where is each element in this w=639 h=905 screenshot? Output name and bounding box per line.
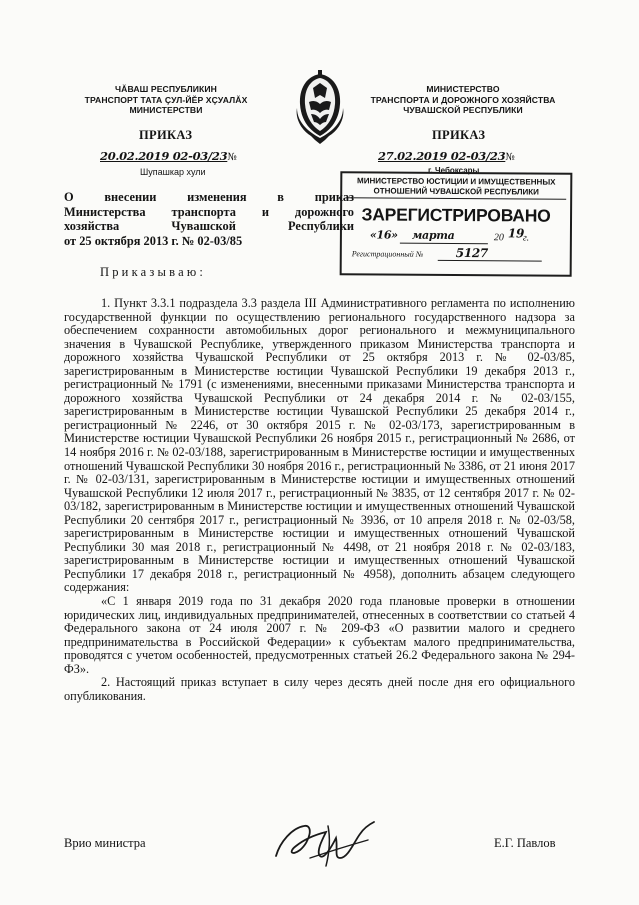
number-sign-left: № (227, 152, 237, 163)
city-left: Шупашкар хули (140, 167, 206, 177)
order-number-right-value: 27.02.2019 02-03/23 (378, 149, 506, 163)
paragraph-2: 2. Настоящий приказ вступает в силу через десять дней после дня его официального опубликования. (64, 675, 575, 703)
stamp-year-suffix: 19 (507, 226, 525, 241)
stamp-reg-row (342, 246, 570, 264)
title-line2: Министерства транспорта и дорожного (64, 204, 354, 219)
header-left (68, 84, 264, 116)
document-body (64, 297, 575, 703)
stamp-day: «16» (369, 228, 398, 242)
paragraph-quote: «С 1 января 2019 года по 31 декабря 2020 года плановые проверки в отношении юридических лиц, индивидуальных предпринимателей, отнесенных в соответствии со статьей 4 Федерального закона от 24 июля 2007 г. № 209-ФЗ «О развитии малого и среднего предпринимательства в Российской Федерации» к субъектам малого предпринимательства, проводятся с учетом особенностей, предусмотренных статьей 26.2 Федерального закона № 294-ФЗ». (64, 594, 575, 676)
stamp-reg-number: 5127 (455, 245, 489, 261)
title-line1: О внесении изменения в приказ (64, 190, 354, 204)
order-number-right (378, 149, 514, 163)
header-right-line3: ЧУВАШСКОЙ РЕСПУБЛИКИ (403, 105, 523, 115)
signature-mark (270, 812, 380, 877)
stamp-month: марта (411, 228, 455, 242)
header-left-line2: ТРАНСПОРТ ТАТА ÇУЛ-ЙĔР ХÇУАЛĂХ (84, 94, 248, 105)
stamp-date-row (342, 228, 570, 248)
title-line3: хозяйства Чувашской Республики (64, 219, 354, 233)
order-number-left-value: 20.02.2019 02-03/23 (100, 149, 228, 163)
document-title (64, 190, 354, 248)
signatory-name: Е.Г. Павлов (494, 836, 556, 850)
stamp-year-mark: г. (522, 232, 530, 244)
intro-text: Приказываю: (100, 265, 207, 279)
stamp-org-line1: МИНИСТЕРСТВО ЮСТИЦИИ И ИМУЩЕСТВЕННЫХ (357, 176, 556, 187)
stamp-reg-label: Регистрационный № (351, 249, 424, 259)
stamp-month-line (400, 243, 488, 245)
header-left-line3: МИНИСТЕРСТВИ (129, 105, 203, 115)
stamp-year-prefix: 20 (493, 232, 504, 244)
handwritten-signature-icon (270, 812, 380, 872)
header-right (350, 84, 576, 116)
header-left-line1: ЧĂВАШ РЕСПУБЛИКИН (115, 84, 217, 94)
signatory-position: Врио министра (64, 836, 146, 850)
order-word-left: ПРИКАЗ (139, 128, 193, 142)
registration-stamp (340, 171, 573, 277)
title-line4: от 25 октября 2013 г. № 02-03/85 (64, 233, 243, 248)
stamp-registered: ЗАРЕГИСТРИРОВАНО (361, 204, 551, 226)
stamp-reg-line (438, 260, 542, 262)
emblem-icon (289, 68, 351, 146)
order-word-right: ПРИКАЗ (432, 128, 486, 142)
city-right: г. Чебоксары (428, 166, 480, 175)
header-right-line1: МИНИСТЕРСТВО (426, 84, 500, 94)
header-right-line2: ТРАНСПОРТА И ДОРОЖНОГО ХОЗЯЙСТВА (370, 94, 556, 105)
emblem (289, 68, 351, 146)
order-number-left (100, 149, 236, 163)
number-sign-right: № (505, 152, 515, 163)
stamp-org-line2: ОТНОШЕНИЙ ЧУВАШСКОЙ РЕСПУБЛИКИ (346, 186, 566, 200)
paragraph-1: 1. Пункт 3.3.1 подраздела 3.3 раздела III Административного регламента по исполнению государственной функции по осуществлению регионального государственного надзора за обеспечением сохранности автомобильных дорог регионального и межмуниципального значения в Чувашской Республике, утвержденного приказом Министерства транспорта и дорожного хозяйства Чувашской Республики от 25 октября 2013 г. № 02-03/85, зарегистрированным в Министерстве юстиции Чувашской Республики 19 декабря 2013 г., регистрационный № 1791 (с изменениями, внесенными приказами Министерства транспорта и дорожного хозяйства Чувашской Республики от 24 декабря 2014 г. № 02-03/155, зарегистрированным в Министерстве юстиции Чувашской Республики 25 декабря 2014 г., регистрационный № 2246, от 30 октября 2015 г. № 02-03/173, зарегистрированным в Министерстве юстиции Чувашской Республики 26 ноября 2015 г., регистрационный № 2686, от 14 ноября 2016 г. № 02-03/188, зарегистрированным в Министерстве юстиции и имущественных отношений Чувашской Республики 30 ноября 2016 г., регистрационный № 3386, от 21 июня 2017 г. № 02-03/131, зарегистрированным в Министерстве юстиции и имущественных отношений Чувашской Республики 12 июля 2017 г., регистрационный № 3835, от 12 сентября 2017 г. № 02-03/182, зарегистрированным в Министерстве юстиции и имущественных отношений Чувашской Республики 20 сентября 2017 г., регистрационный № 3936, от 10 апреля 2018 г. № 02-03/58, зарегистрированным в Министерстве юстиции и имущественных отношений Чувашской Республики 30 мая 2018 г., регистрационный № 4498, от 21 ноября 2018 г. № 02-03/183, зарегистрированным в Министерстве юстиции и имущественных отношений Чувашской Республики 17 декабря 2018 г., регистрационный № 4958), дополнить абзацем следующего содержания: (64, 296, 575, 595)
